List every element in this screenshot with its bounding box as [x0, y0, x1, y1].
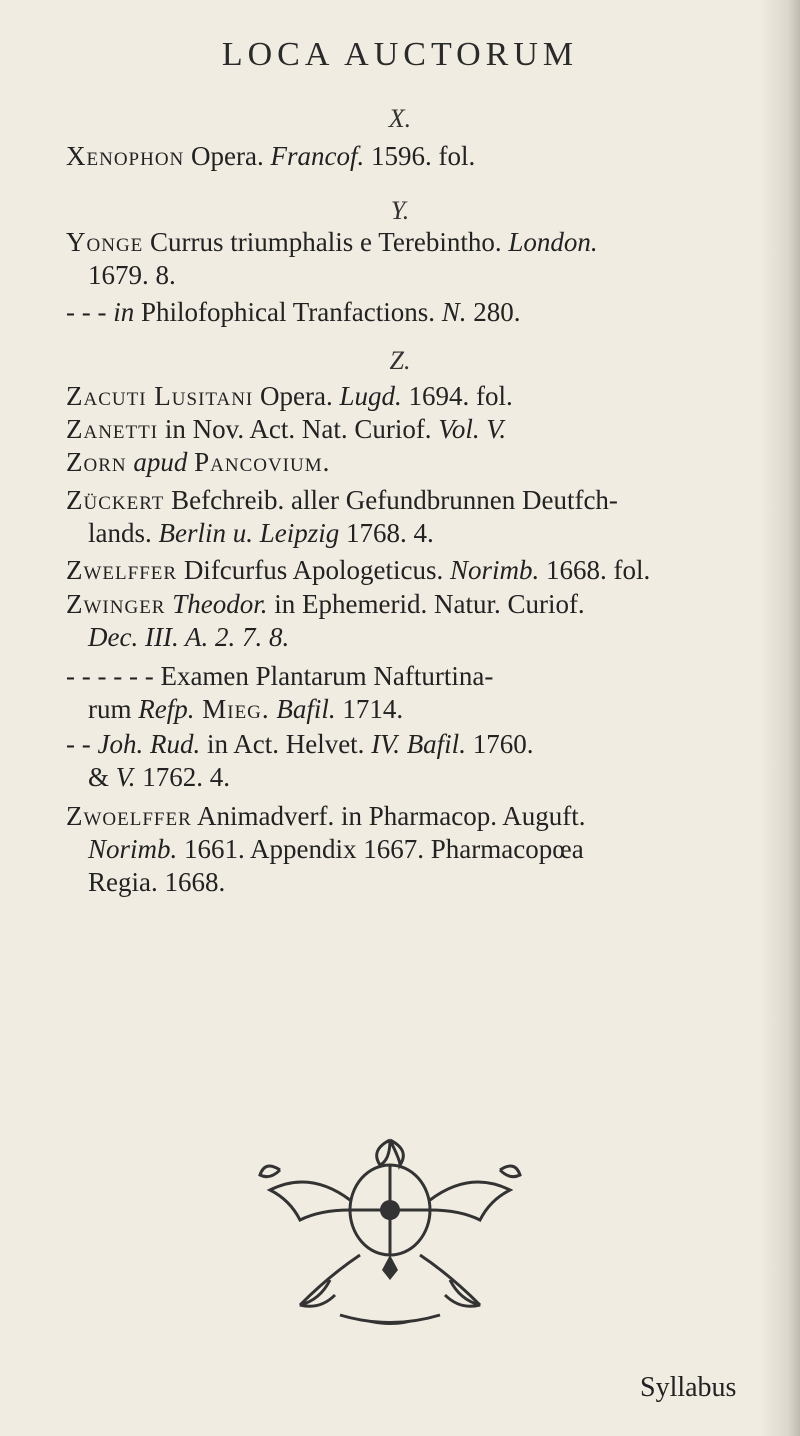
section-letter-z: Z.	[389, 346, 411, 375]
entry-zwinger-helvet: - - Joh. Rud. in Act. Helvet. IV. Bafil. 1760. & V. 1762. 4.	[66, 729, 534, 792]
entry-yonge: Yonge Currus triumphalis e Terebintho. London. 1679. 8.	[66, 227, 598, 290]
entry-zwinger-examen: - - - - - - Examen Plantarum Nafturtina- rum Refp. Mieg. Bafil. 1714.	[66, 661, 494, 724]
entry-xenophon: Xenophon Opera. Francof. 1596. fol.	[66, 141, 476, 171]
catchword: Syllabus	[640, 1372, 737, 1403]
decorative-ornament	[240, 1130, 540, 1330]
entry-yonge-transactions: - - - in Philofophical Tranfactions. N. 280.	[66, 297, 521, 327]
entry-zuckert: Zückert Befchreib. aller Gefundbrunnen Deutfch- lands. Berlin u. Leipzig 1768. 4.	[66, 485, 618, 548]
entry-zacuti: Zacuti Lusitani Opera. Lugd. 1694. fol.	[66, 381, 513, 411]
entry-zwelffer: Zwelffer Difcurfus Apologeticus. Norimb. 1668. fol.	[66, 555, 651, 585]
entry-zwoelffer: Zwoelffer Animadverf. in Pharmacop. Auguft. Norimb. 1661. Appendix 1667. Pharmacopœa Regia. 1668.	[66, 801, 586, 897]
section-letter-y: Y.	[390, 196, 410, 225]
entry-zorn: Zorn apud Pancovium.	[66, 447, 331, 477]
section-letter-x: X.	[388, 104, 412, 133]
entry-zwinger: Zwinger Theodor. in Ephemerid. Natur. Curiof. Dec. III. A. 2. 7. 8.	[66, 589, 585, 652]
running-head: LOCA AUCTORUM	[221, 36, 579, 73]
entry-zanetti: Zanetti in Nov. Act. Nat. Curiof. Vol. V.	[66, 414, 507, 444]
